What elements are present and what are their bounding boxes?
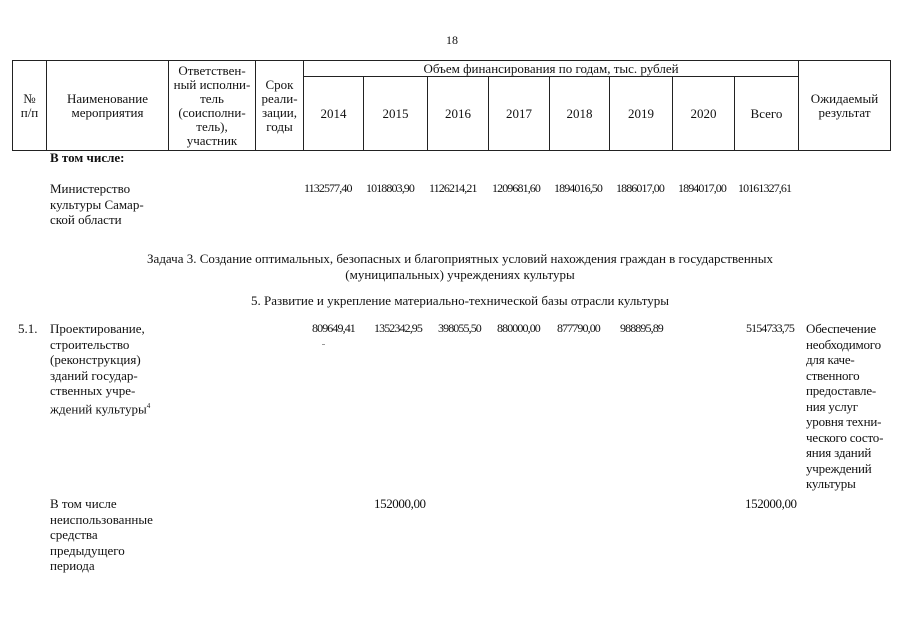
year-header: 2014: [304, 77, 364, 151]
item-5-1-value-2017: 880000,00: [497, 321, 540, 335]
unused-funds-value-total: 152000,00: [745, 496, 797, 511]
item-5-1-number: 5.1.: [18, 321, 38, 336]
unused-funds-name: В том числе неиспользованные средства предыдущего периода: [50, 496, 153, 573]
task-3-heading: Задача 3. Создание оптимальных, безопасных и благоприятных условий нахождения граждан в государственных (муниципальных) учреждениях культуры: [147, 251, 773, 282]
unused-funds-value-2015: 152000,00: [374, 496, 426, 511]
col-result-header: Ожидаемый результат: [799, 61, 891, 151]
col-number-header: № п/п: [13, 61, 47, 151]
item-5-1-footnote: 4: [146, 401, 151, 410]
page-number: 18: [446, 33, 458, 47]
item-5-1-name: [50, 321, 150, 416]
in-that-label: В том числе:: [50, 150, 125, 165]
ministry-value-2019: 1886017,00: [616, 181, 665, 195]
item-5-1-value-2019: 988895,89: [620, 321, 663, 335]
header-table: [12, 60, 891, 151]
item-5-1-value-2015: 1352342,95: [374, 321, 423, 335]
year-header: 2018: [550, 77, 610, 151]
year-header: 2017: [489, 77, 550, 151]
ministry-value-2014: 1132577,40: [304, 181, 352, 195]
item-5-1-value-total: 5154733,75: [746, 321, 795, 335]
ministry-value-2017: 1209681,60: [492, 181, 541, 195]
ministry-name: Министерство культуры Самар- ской области: [50, 181, 144, 227]
year-header: 2019: [610, 77, 673, 151]
financing-header: Объем финансирования по годам, тыс. рублей: [304, 61, 799, 77]
section-5-heading: 5. Развитие и укрепление материально-технической базы отрасли культуры: [251, 293, 669, 308]
item-5-1-value-2018: 877790,00: [557, 321, 600, 335]
total-header: Всего: [735, 77, 799, 151]
item-5-1-value-2014: 809649,41: [312, 321, 355, 335]
col-executor-header: Ответствен- ный исполни- тель (соисполни- тель), участник: [169, 61, 256, 151]
year-header: 2015: [364, 77, 428, 151]
item-5-1-value-2016: 398055,50: [438, 321, 481, 335]
ministry-value-2015: 1018803,90: [366, 181, 415, 195]
ministry-value-2016: 1126214,21: [429, 181, 477, 195]
year-header: 2020: [673, 77, 735, 151]
col-name-header: Наименование мероприятия: [47, 61, 169, 151]
item-5-1-result: Обеспечение необходимого для каче- ственного предоставле- ния услуг уровня техни- ческого состо- яния зданий учреждений культуры: [806, 321, 884, 491]
col-term-header: Срок реали- зации, годы: [256, 61, 304, 151]
ministry-value-2018: 1894016,50: [554, 181, 603, 195]
scan-speck: [322, 344, 325, 345]
ministry-value-total: 10161327,61: [738, 181, 792, 195]
year-header: 2016: [428, 77, 489, 151]
ministry-value-2020: 1894017,00: [678, 181, 727, 195]
item-5-1-name-text: Проектирование, строительство (реконструкция) зданий государ- ственных учре- ждений культуры: [50, 321, 147, 416]
